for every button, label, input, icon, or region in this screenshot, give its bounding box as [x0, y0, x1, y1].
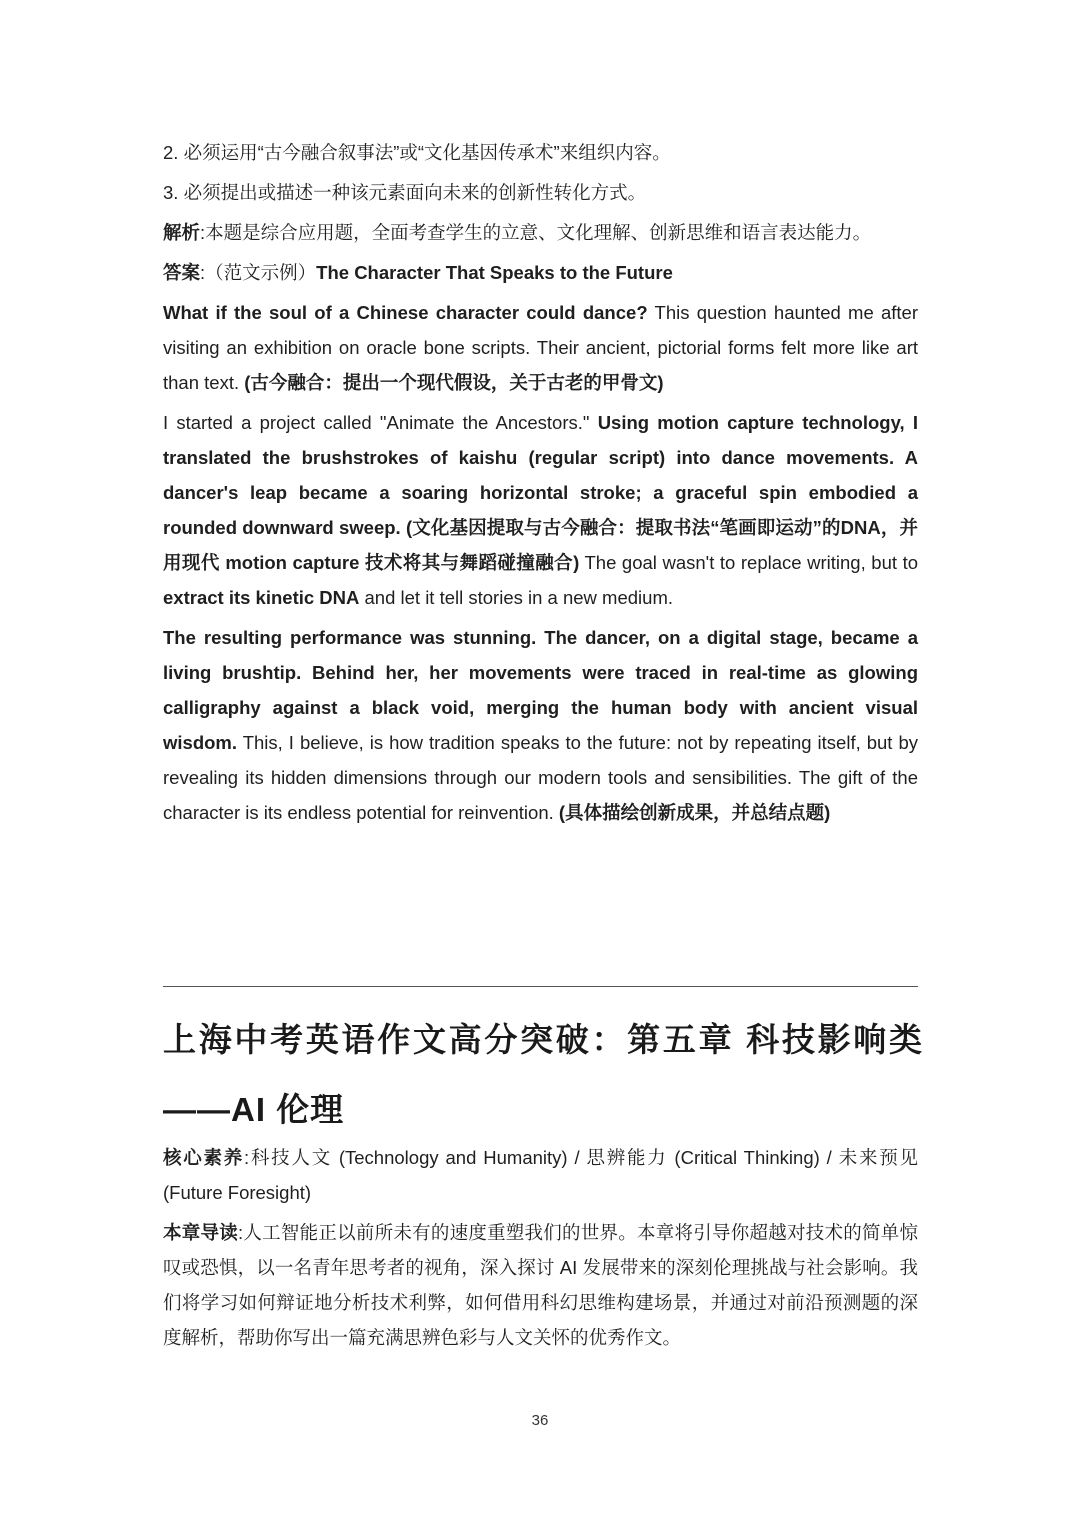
answer-note: （范文示例）: [205, 262, 317, 283]
essay-p2-text-1: I started a project called "Animate the Ancestors.": [163, 412, 598, 433]
answer-label: 答案: [163, 262, 201, 283]
core-literacy-separator: :: [244, 1147, 250, 1168]
core-literacy-label: 核心素养: [163, 1147, 245, 1168]
answer-line: [163, 255, 918, 290]
chapter-guide-text: 人工智能正以前所未有的速度重塑我们的世界。本章将引导你超越对技术的简单惊叹或恐惧，以一名青年思考者的视角，深入探讨 AI 发展带来的深刻伦理挑战与社会影响。我们将学习如何辩证地分析技术利弊，如何借用科幻思维构建场景，并通过对前沿预测题的深度解析，帮助你写出一篇充满思辨色彩与人文关怀的优秀作文。: [163, 1222, 918, 1348]
essay-p1-hook: What if the soul of a Chinese character could dance?: [163, 302, 648, 323]
chapter-intro: [163, 1140, 918, 1355]
essay-paragraph-2: [163, 405, 918, 615]
page-number: 36: [531, 1412, 549, 1429]
core-literacy: [163, 1140, 918, 1210]
requirement-item-3: 3. 必须提出或描述一种该元素面向未来的创新性转化方式。: [163, 182, 647, 203]
analysis-separator: :: [200, 222, 206, 243]
essay-p2-bold-2: extract its kinetic DNA: [163, 587, 360, 608]
essay-paragraph-3: [163, 620, 918, 830]
chapter-title: [163, 1005, 923, 1145]
essay-p1-annotation: (古今融合：提出一个现代假设，关于古老的甲骨文): [244, 372, 664, 393]
chapter-title-line-1: 上海中考英语作文高分突破：第五章 科技影响类: [163, 1021, 923, 1058]
essay-p3-annotation: (具体描绘创新成果，并总结点题): [558, 802, 831, 823]
essay-p2-bold-1: Using motion capture technology, I translated the brushstrokes of kaishu (regular script) into dance movements. A dancer's leap became a soaring horizontal stroke; a graceful spin embodied a rounded downward sweep. (文化基因提取与古今融合：提取书法“笔画即运动”的DNA，并用现代 motion capture 技术将其与舞蹈碰撞融合): [163, 412, 918, 573]
requirement-item-2: 2. 必须运用“古今融合叙事法”或“文化基因传承术”来组织内容。: [163, 142, 671, 163]
essay-p3-bold: The resulting performance was stunning. The dancer, on a digital stage, became a living brushtip. Behind her, her movements were traced in real-time as glowing calligraphy against a black void, merging the human body with ancient visual wisdom.: [163, 627, 918, 753]
analysis-text: 本题是综合应用题，全面考查学生的立意、文化理解、创新思维和语言表达能力。: [205, 222, 872, 243]
analysis-line: [163, 215, 918, 250]
analysis-label: 解析: [163, 222, 201, 243]
answer-separator: :: [200, 262, 206, 283]
essay-p1-text: This question haunted me after visiting an exhibition on oracle bone scripts. Their ancient, pictorial forms felt more like art than text.: [163, 302, 918, 393]
exercise-section: [163, 135, 918, 830]
section-divider: [163, 986, 918, 987]
chapter-guide-label: 本章导读: [163, 1222, 238, 1243]
essay-title: The Character That Speaks to the Future: [316, 262, 673, 283]
chapter-guide: [163, 1215, 918, 1355]
core-literacy-text: 科技人文 (Technology and Humanity) / 思辨能力 (Critical Thinking) / 未来预见 (Future Foresight): [163, 1147, 918, 1203]
essay-paragraph-1: [163, 295, 918, 400]
essay-p2-text-2: The goal wasn't to replace writing, but to: [579, 552, 918, 573]
essay-p2-text-3: and let it tell stories in a new medium.: [359, 587, 673, 608]
essay-p3-text: This, I believe, is how tradition speaks to the future: not by repeating itself, but by revealing its hidden dimensions through our modern tools and sensibilities. The gift of the character is its endless potential for reinvention.: [163, 732, 918, 823]
chapter-title-line-2: ——AI 伦理: [163, 1091, 345, 1128]
chapter-guide-separator: :: [237, 1222, 244, 1243]
